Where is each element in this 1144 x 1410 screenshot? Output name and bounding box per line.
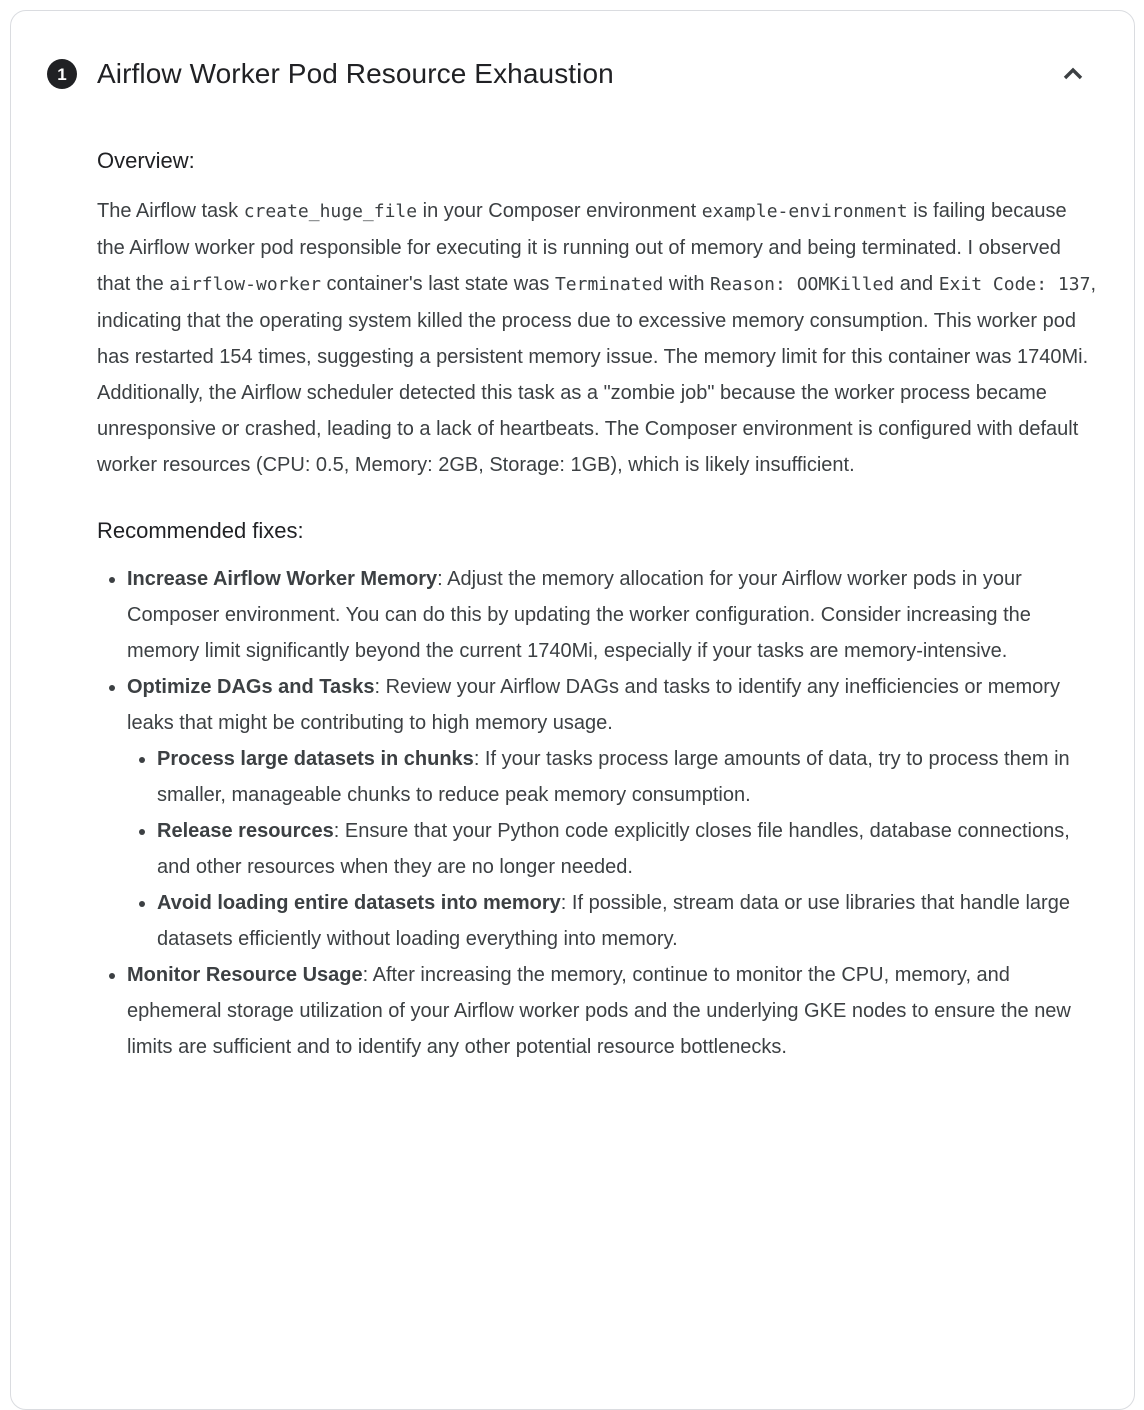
fix-item <box>157 813 1096 885</box>
paragraph-text: and <box>894 273 939 295</box>
inline-code: create_huge_file <box>243 201 418 222</box>
paragraph-text: The Airflow task <box>97 200 244 222</box>
issue-number-badge: 1 <box>47 59 77 89</box>
fix-item <box>157 741 1096 813</box>
fix-item-label: Release resources <box>157 820 334 842</box>
fixes-list <box>97 561 1096 1065</box>
fix-item-label: Avoid loading entire datasets into memory <box>157 892 561 914</box>
fix-item-text: : If possible, stream data or use libraries that handle large datasets efficiently without loading everything into memory. <box>157 892 1070 950</box>
paragraph-text: is failing because the Airflow worker pod responsible for executing it is running out of memory and being terminated. I observed that the <box>97 200 1067 295</box>
fix-item-label: Process large datasets in chunks <box>157 748 474 770</box>
fix-item-text: : After increasing the memory, continue to monitor the CPU, memory, and ephemeral storage utilization of your Airflow worker pods and the underlying GKE nodes to ensure the new limits are sufficient and to identify any other potential resource bottlenecks. <box>127 964 1071 1058</box>
fix-item-text: : If your tasks process large amounts of data, try to process them in smaller, manageable chunks to reduce peak memory consumption. <box>157 748 1070 806</box>
paragraph-text: container's last state was <box>321 273 555 295</box>
inline-code: airflow-worker <box>169 274 321 295</box>
overview-paragraph <box>97 193 1096 483</box>
card-header <box>11 11 1134 90</box>
paragraph-text: with <box>663 273 710 295</box>
insight-card <box>10 10 1135 1410</box>
inline-code: Terminated <box>554 274 664 295</box>
inline-code: Reason: OOMKilled <box>710 274 895 295</box>
chevron-up-icon <box>1059 60 1087 88</box>
paragraph-text: in your Composer environment <box>417 200 702 222</box>
fix-subitem-list <box>127 741 1096 957</box>
fix-item <box>157 885 1096 957</box>
fix-item <box>127 561 1096 669</box>
inline-code: Exit Code: 137 <box>938 274 1091 295</box>
fix-item-label: Optimize DAGs and Tasks <box>127 676 375 698</box>
fix-item-text: : Ensure that your Python code explicitly closes file handles, database connections, and other resources when they are no longer needed. <box>157 820 1070 878</box>
collapse-button[interactable] <box>1058 59 1088 89</box>
fix-item-label: Monitor Resource Usage <box>127 964 363 986</box>
fixes-heading: Recommended fixes: <box>97 518 304 543</box>
card-body <box>11 146 1134 1105</box>
fix-item-text: : Review your Airflow DAGs and tasks to identify any inefficiencies or memory leaks that might be contributing to high memory usage. <box>127 676 1060 734</box>
fix-item-label: Increase Airflow Worker Memory <box>127 568 438 590</box>
fix-item-text: : Adjust the memory allocation for your Airflow worker pods in your Composer environment. You can do this by updating the worker configuration. Consider increasing the memory limit significantly beyond the current 1740Mi, especially if your tasks are memory-intensive. <box>127 568 1031 662</box>
overview-heading: Overview: <box>97 148 195 173</box>
fix-item <box>127 957 1096 1065</box>
fix-item <box>127 669 1096 957</box>
inline-code: example-environment <box>701 201 908 222</box>
paragraph-text: , indicating that the operating system killed the process due to excessive memory consumption. This worker pod has restarted 154 times, suggesting a persistent memory issue. The memory limit for this container was 1740Mi. Additionally, the Airflow scheduler detected this task as a "zombie job" because the worker process became unresponsive or crashed, leading to a lack of heartbeats. The Composer environment is configured with default worker resources (CPU: 0.5, Memory: 2GB, Storage: 1GB), which is likely insufficient. <box>97 273 1096 476</box>
card-title: Airflow Worker Pod Resource Exhaustion <box>97 58 614 89</box>
